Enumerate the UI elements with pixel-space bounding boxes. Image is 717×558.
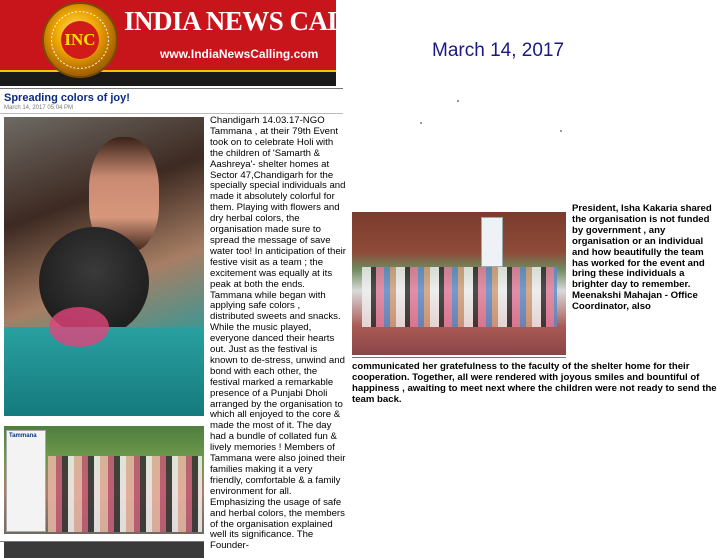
group-photo: [4, 426, 204, 534]
article-body-column-1: Chandigarh 14.03.17-NGO Tammana , at their 79th Event took on to celebrate Holi with the children of 'Samarth & Aashreya'- shelter homes at Sector 47,Chandigarh for the specially special individuals and made it absolutely colorful for them. Playing with flowers and dry herbal colors, the organisation made sure to spread the message of save water too! In anticipation of their festive visit as a team ; the excitement was equally at its peak at both the ends. Tammana while began with applying safe colors , distributed sweets and snacks. While the music played, everyone danced their hearts out. Just as the festival is known to de-stress, unwind and bond with each other, the festival marked a remarkable presence of a Punjabi Dholi arranged by the organisation to which all enjoyed to the core & made the most of it. The day had a bundle of collated fun & lively memories ! Members of Tammana were also joined their families making it a very friendly, comfortable & a family environment for all. Emphasizing the usage of safe and herbal colors, the members of the organisation explained well its significance. The Founder-: [210, 115, 346, 552]
photo-pink-color-powder: [49, 307, 109, 347]
masthead-url: www.IndiaNewsCalling.com: [160, 47, 319, 61]
scan-speck: [560, 130, 562, 132]
photo-seated-children: [362, 267, 557, 327]
photo-teal-dress: [4, 327, 204, 416]
photo-standee: [481, 217, 503, 267]
article-timestamp: March 14, 2017 05:04 PM: [4, 105, 74, 111]
divider: [0, 88, 343, 89]
article-body-column-3: communicated her gratefulness to the faculty of the shelter home for their cooperation. Together, all were rendered with joyous smiles and bountiful of happiness , awaiting to meet next where the children were not ready to send the team back.: [352, 361, 717, 405]
divider: [352, 357, 566, 358]
scan-speck: [420, 122, 422, 124]
holi-color-photo: [4, 117, 204, 416]
article-body-column-2: President, Isha Kakaria shared the organisation is not funded by government , any organisation or an individual and how beautifully the team has worked for the event and bring these individuals a brighter day to remember. Meenakshi Mahajan - Office Coordinator, also: [572, 203, 712, 313]
inc-logo: [42, 2, 118, 78]
masthead-title: INDIA NEWS CALLING: [124, 6, 413, 36]
scan-speck: [457, 100, 459, 102]
logo-monogram: INC: [61, 21, 99, 59]
shelter-children-photo: [352, 212, 566, 355]
clipping-date: March 14, 2017: [432, 40, 565, 61]
tammana-standee: [6, 430, 46, 532]
divider: [0, 113, 343, 114]
photo-group-members: [48, 456, 202, 532]
article-headline: Spreading colors of joy!: [4, 92, 130, 104]
cropped-photo: [4, 542, 204, 558]
masthead-banner: [0, 0, 413, 86]
standee-label: Tammana: [9, 433, 37, 439]
